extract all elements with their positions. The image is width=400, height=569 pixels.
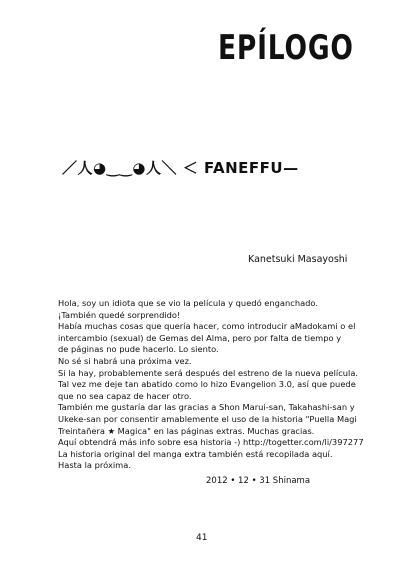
- author-name: Kanetsuki Masayoshi: [248, 254, 348, 265]
- text-line: de páginas no pude hacerlo. Lo siento.: [58, 344, 219, 355]
- text-line: Aquí obtendrá más info sobre esa historia -) http://togetter.com/li/397277: [58, 437, 364, 448]
- text-line: Si la hay, probablemente será después del estreno de la nueva película.: [58, 367, 359, 378]
- date-signature: 2012 • 12 • 31 Shinama: [206, 476, 311, 486]
- text-line: Ukeke-san por consentir amablemente el uso de la historia "Puella Magi: [58, 413, 357, 424]
- emote-caption: ／人◕‿‿◕人＼ ＜ FANEFFU—: [62, 159, 299, 177]
- text-line: Hola, soy un idiota que se vio la película y quedó enganchado.: [58, 298, 318, 308]
- text-line: Hasta la próxima.: [58, 460, 131, 471]
- text-line: que no sea capaz de hacer otro.: [58, 390, 192, 401]
- page-title: EPÍLOGO: [218, 28, 354, 68]
- text-line: También me gustaría dar las gracias a Shon Marui-san, Takahashi-san y: [58, 402, 355, 413]
- text-line: La historia original del manga extra también está recopilada aquí.: [58, 448, 333, 459]
- text-line: Había muchas cosas que quería hacer, como introducir aMadokami o el: [58, 321, 356, 332]
- page-number: 41: [196, 533, 208, 543]
- text-line: Tal vez me deje tan abatido como lo hizo Evangelion 3.0, así que puede: [58, 379, 356, 390]
- afterword-text: [58, 298, 364, 472]
- text-line: Treintañera ★ Magica" en las páginas extras. Muchas gracias.: [58, 425, 315, 436]
- text-line: No sé si habrá una próxima vez.: [58, 355, 192, 366]
- text-line: intercambio (sexual) de Gemas del Alma, pero por falta de tiempo y: [58, 332, 342, 343]
- text-line: ¡También quedé sorprendido!: [58, 309, 181, 320]
